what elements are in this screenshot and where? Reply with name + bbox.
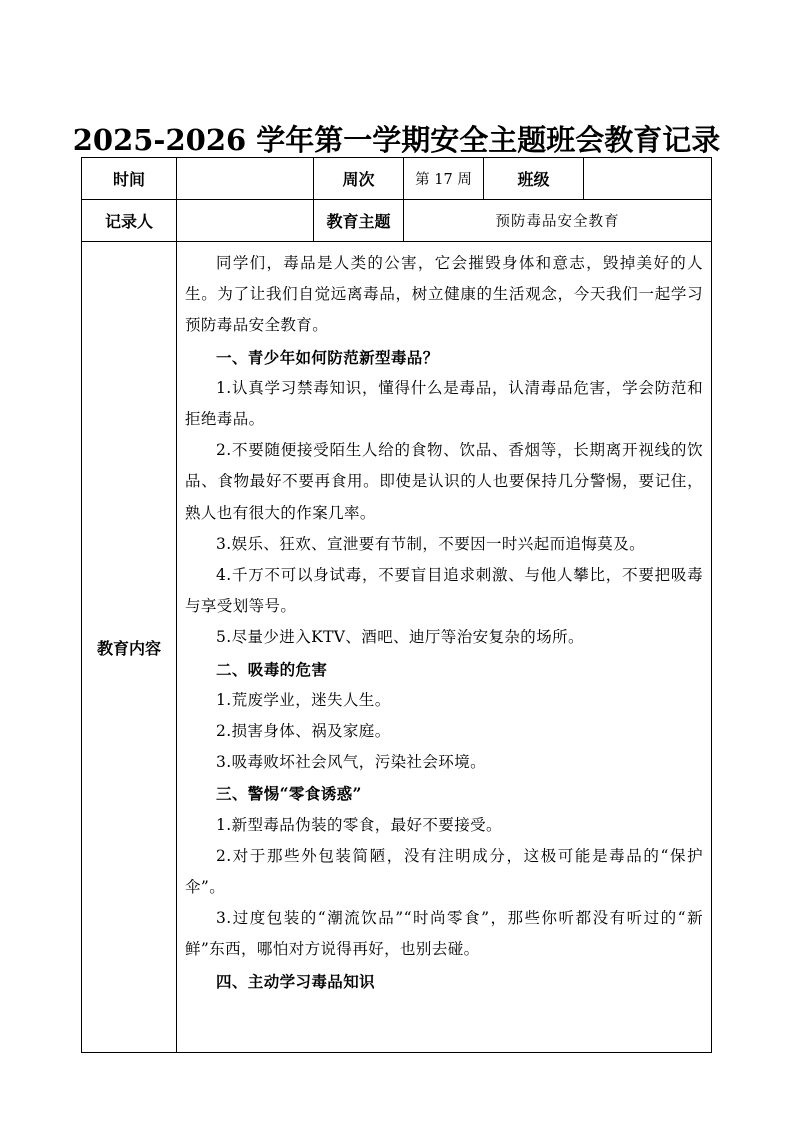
theme-label: 教育主题 <box>314 200 404 242</box>
section-heading: 三、警惕“零食诱惑” <box>216 784 362 804</box>
content-paragraph: 2.不要随便接受陌生人给的食物、饮品、香烟等，长期离开视线的饮品、食物最好不要再食用。即使是认识的人也要保持几分警惕，要记住，熟人也有很大的作案几率。 <box>185 441 703 522</box>
content-paragraph: 1.新型毒品伪装的零食，最好不要接受。 <box>216 815 502 834</box>
content-paragraph: 3.过度包装的“潮流饮品”“时尚零食”，那些你听都没有听过的“新鲜”东西，哪怕对方说得再好，也别去碰。 <box>185 909 703 959</box>
section-heading: 二、吸毒的危害 <box>216 659 328 679</box>
content-paragraph: 2.对于那些外包装简陋，没有注明成分，这极可能是毒品的“保护伞”。 <box>185 846 703 897</box>
table-row <box>82 200 712 242</box>
content-cell <box>177 242 712 1053</box>
recorder-value <box>177 200 314 242</box>
week-label: 周次 <box>314 158 404 200</box>
recorder-label: 记录人 <box>82 200 177 242</box>
content-paragraph: 5.尽量少进入KTV、酒吧、迪厅等治安复杂的场所。 <box>216 628 584 647</box>
week-value: 第 17 周 <box>404 158 484 200</box>
section-heading: 四、主动学习毒品知识 <box>216 971 376 991</box>
content-paragraph: 3.娱乐、狂欢、宣泄要有节制，不要因一时兴起而追悔莫及。 <box>216 534 645 553</box>
section-heading: 一、青少年如何防范新型毒品？ <box>216 347 439 367</box>
content-label: 教育内容 <box>82 242 177 1053</box>
content-paragraph: 1.认真学习禁毒知识，懂得什么是毒品，认清毒品危害，学会防范和拒绝毒品。 <box>185 378 703 429</box>
content-paragraph: 3.吸毒败坏社会风气，污染社会环境。 <box>216 753 486 772</box>
time-value <box>177 158 314 200</box>
table-row <box>82 242 712 1053</box>
table-row <box>82 158 712 200</box>
page-title: 2025-2026 学年第一学期安全主题班会教育记录 <box>72 123 721 157</box>
record-table <box>81 157 712 1053</box>
time-label: 时间 <box>82 158 177 200</box>
content-paragraph: 4.千万不可以身试毒，不要盲目追求刺激、与他人攀比，不要把吸毒与享受划等号。 <box>185 566 703 616</box>
class-value <box>584 158 712 200</box>
content-paragraph: 1.荒废学业，迷失人生。 <box>216 690 391 709</box>
content-body <box>185 248 703 997</box>
content-paragraph: 同学们，毒品是人类的公害，它会摧毁身体和意志，毁掉美好的人生。为了让我们自觉远离毒品，树立健康的生活观念，今天我们一起学习预防毒品安全教育。 <box>185 254 703 335</box>
class-label: 班级 <box>484 158 584 200</box>
content-paragraph: 2.损害身体、祸及家庭。 <box>216 722 391 741</box>
theme-value: 预防毒品安全教育 <box>404 200 712 242</box>
